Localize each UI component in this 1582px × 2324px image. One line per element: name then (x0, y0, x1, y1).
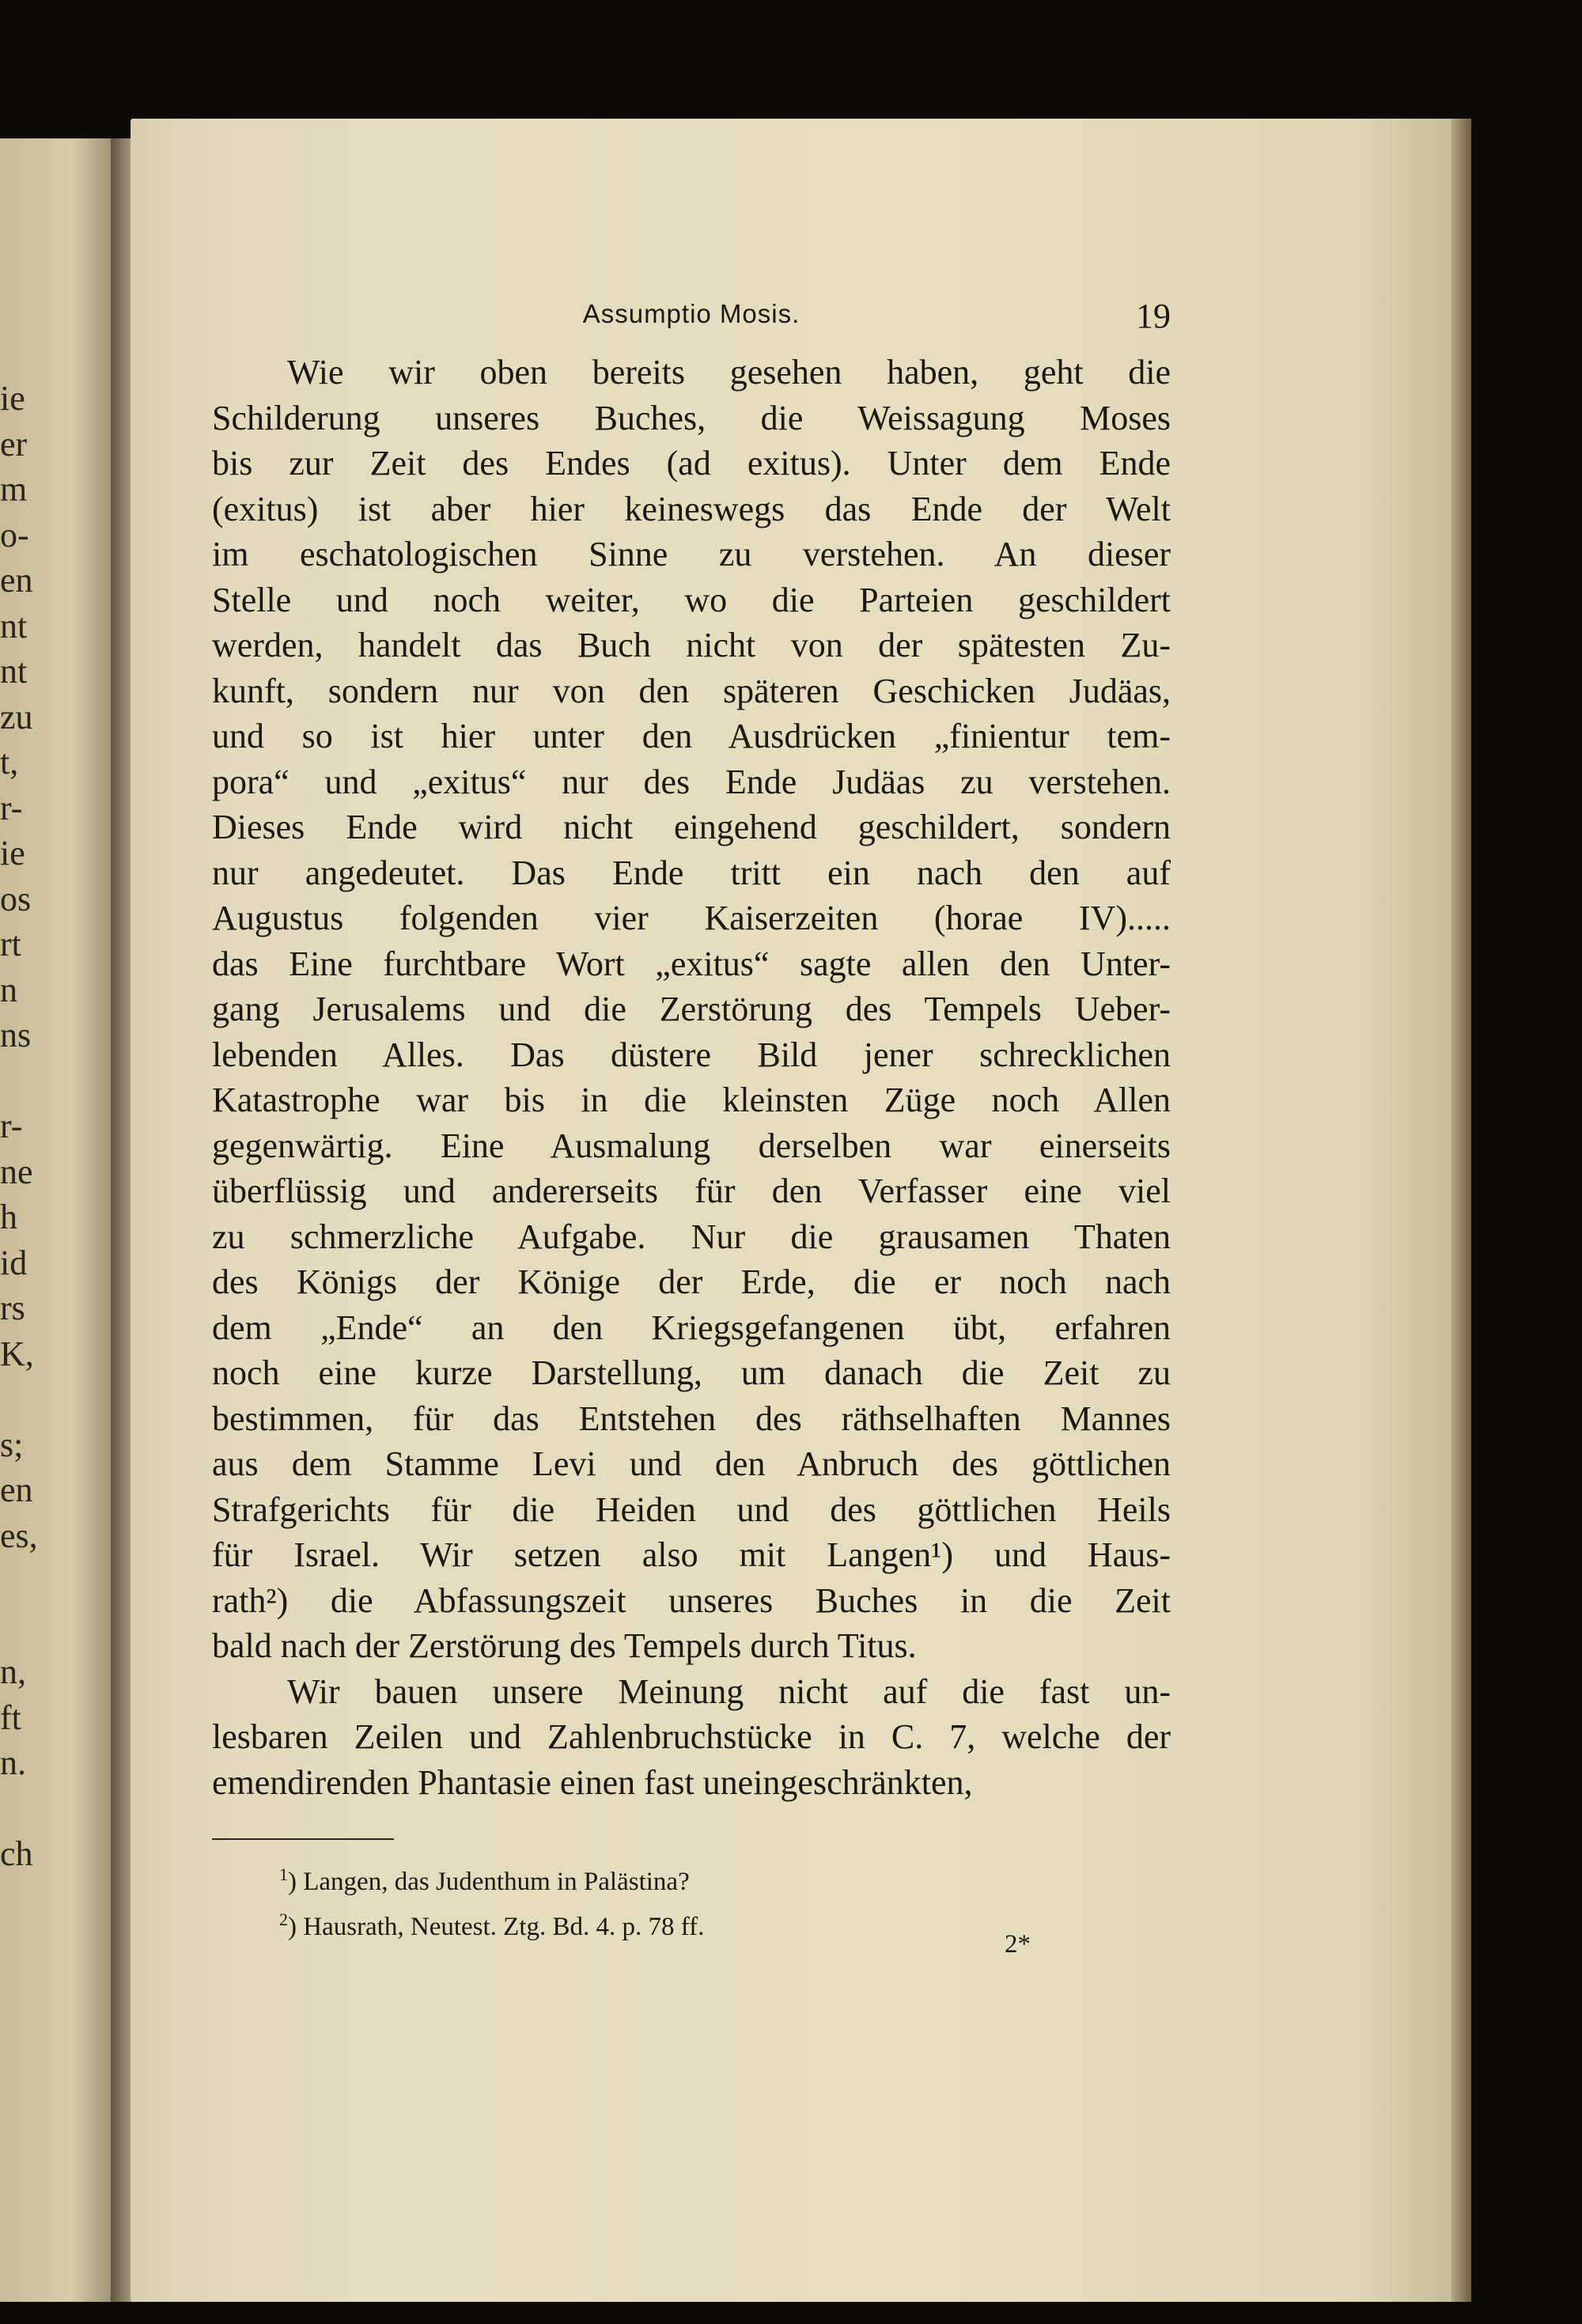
fragment: nt (0, 652, 28, 691)
page-content (212, 285, 1171, 1946)
footnote-text: Hausrath, Neutest. Ztg. Bd. 4. p. 78 ff. (303, 1913, 705, 1941)
page-edge (1451, 119, 1471, 2302)
text-line: Strafgerichts für die Heiden und des göttlichen Heils (212, 1489, 1171, 1529)
footnote: $^2$) Hausrath, Neutest. Ztg. Bd. 4. p. 78 ff. (279, 1910, 705, 1941)
facing-page-text (0, 376, 47, 1877)
text-line: Dieses Ende wird nicht eingehend geschildert, sondern (212, 808, 1171, 846)
text-line: das Eine furchtbare Wort „exitus“ sagte allen den Unter- (212, 944, 1171, 983)
fragment: o- (0, 515, 29, 555)
fragment (0, 1604, 47, 1650)
text-line: Wie wir oben bereits gesehen haben, geht die (287, 353, 1171, 392)
footnote-mark: 1 (279, 1864, 288, 1884)
page-number: 19 (1136, 297, 1171, 335)
signature-mark: 2* (1005, 1930, 1031, 1959)
footnote-rule (212, 1838, 394, 1840)
fragment: rt (0, 925, 21, 963)
text-line: nur angedeutet. Das Ende tritt ein nach den auf (212, 853, 1171, 892)
fragment: n (0, 970, 17, 1009)
fragment: n, (0, 1652, 26, 1691)
text-line: und so ist hier unter den Ausdrücken „finientur tem- (212, 717, 1171, 755)
fragment: s; (0, 1425, 24, 1464)
fragment (0, 1786, 47, 1832)
text-line: aus dem Stamme Levi und den Anbruch des göttlichen (212, 1444, 1171, 1483)
text-line: für Israel. Wir setzen also mit Langen¹) und Haus- (212, 1535, 1171, 1574)
footnote: $^1$) Langen, das Judenthum in Palästina? (279, 1864, 690, 1896)
text-line: bis zur Zeit des Endes (ad exitus). Unter dem Ende (212, 444, 1171, 483)
fragment: ie (0, 379, 25, 418)
fragment: h (0, 1198, 17, 1236)
text-line: noch eine kurze Darstellung, um danach die Zeit zu (212, 1353, 1171, 1392)
text-line: Schilderung unseres Buches, die Weissagung Moses (212, 398, 1171, 437)
fragment (0, 1058, 47, 1104)
fragment: ns (0, 1016, 32, 1054)
text-line: überflüssig und andererseits für den Verfasser eine viel (212, 1171, 1171, 1210)
fragment: ft (0, 1698, 21, 1737)
text-line: lesbaren Zeilen und Zahlenbruchstücke in C. 7, welche der (212, 1717, 1171, 1756)
text-line: bestimmen, für das Entstehen des räthselhaften Mannes (212, 1399, 1171, 1438)
fragment: r- (0, 788, 23, 827)
fragment (0, 1558, 47, 1604)
text-line: gang Jerusalems und die Zerstörung des Tempels Ueber- (212, 990, 1171, 1028)
running-head: Assumptio Mosis. (582, 299, 800, 328)
text-line: dem „Ende“ an den Kriegsgefangenen übt, erfahren (212, 1308, 1171, 1347)
fragment: K, (0, 1334, 34, 1373)
text-line: des Königs der Könige der Erde, die er noch nach (212, 1262, 1171, 1301)
text-line: Wir bauen unsere Meinung nicht auf die fast un- (287, 1671, 1171, 1711)
paragraph-1 (212, 350, 1171, 1669)
text-line: Katastrophe war bis in die kleinsten Züge noch Allen (212, 1081, 1171, 1119)
text-line: gegenwärtig. Eine Ausmalung derselben war einerseits (212, 1126, 1171, 1165)
text-line: zu schmerzliche Aufgabe. Nur die grausamen Thaten (212, 1217, 1171, 1256)
footnote-text: Langen, das Judenthum in Palästina? (303, 1868, 690, 1896)
text-line: rath²) die Abfassungszeit unseres Buches in die Zeit (212, 1580, 1171, 1620)
fragment: ch (0, 1834, 33, 1873)
text-line: Augustus folgenden vier Kaiserzeiten (horae IV)..... (212, 899, 1171, 937)
text-line: bald nach der Zerstörung des Tempels durch Titus. (212, 1626, 917, 1665)
fragment: zu (0, 697, 33, 736)
text-line: kunft, sondern nur von den späteren Geschicken Judäas, (212, 671, 1171, 710)
text-line: werden, handelt das Buch nicht von der spätesten Zu- (212, 626, 1171, 664)
page-header (212, 285, 1171, 340)
fragment: en (0, 561, 33, 600)
fragment: en (0, 1470, 33, 1509)
facing-page (0, 138, 119, 2302)
text-line: pora“ und „exitus“ nur des Ende Judäas zu verstehen. (212, 762, 1171, 801)
fragment: es, (0, 1516, 38, 1555)
text-line: (exitus) ist aber hier keineswegs das Ende der Welt (212, 489, 1171, 528)
fragment: ne (0, 1152, 33, 1191)
fragment: r- (0, 1107, 23, 1145)
fragment (0, 1376, 47, 1422)
fragment: id (0, 1243, 28, 1282)
fragment: nt (0, 606, 28, 645)
footnote-mark: 2 (279, 1910, 288, 1929)
fragment: er (0, 424, 28, 464)
text-line: emendirenden Phantasie einen fast uneingeschränkten, (212, 1762, 973, 1802)
fragment: rs (0, 1289, 25, 1327)
paragraph-2 (212, 1669, 1171, 1806)
fragment: m (0, 470, 28, 509)
fragment: os (0, 879, 32, 918)
text-line: im eschatologischen Sinne zu verstehen. An dieser (212, 535, 1171, 573)
fragment: t, (0, 743, 19, 782)
fragment: n. (0, 1743, 26, 1782)
text-line: lebenden Alles. Das düstere Bild jener schrecklichen (212, 1035, 1171, 1074)
fragment: ie (0, 834, 25, 872)
text-line: Stelle und noch weiter, wo die Parteien geschildert (212, 580, 1171, 619)
